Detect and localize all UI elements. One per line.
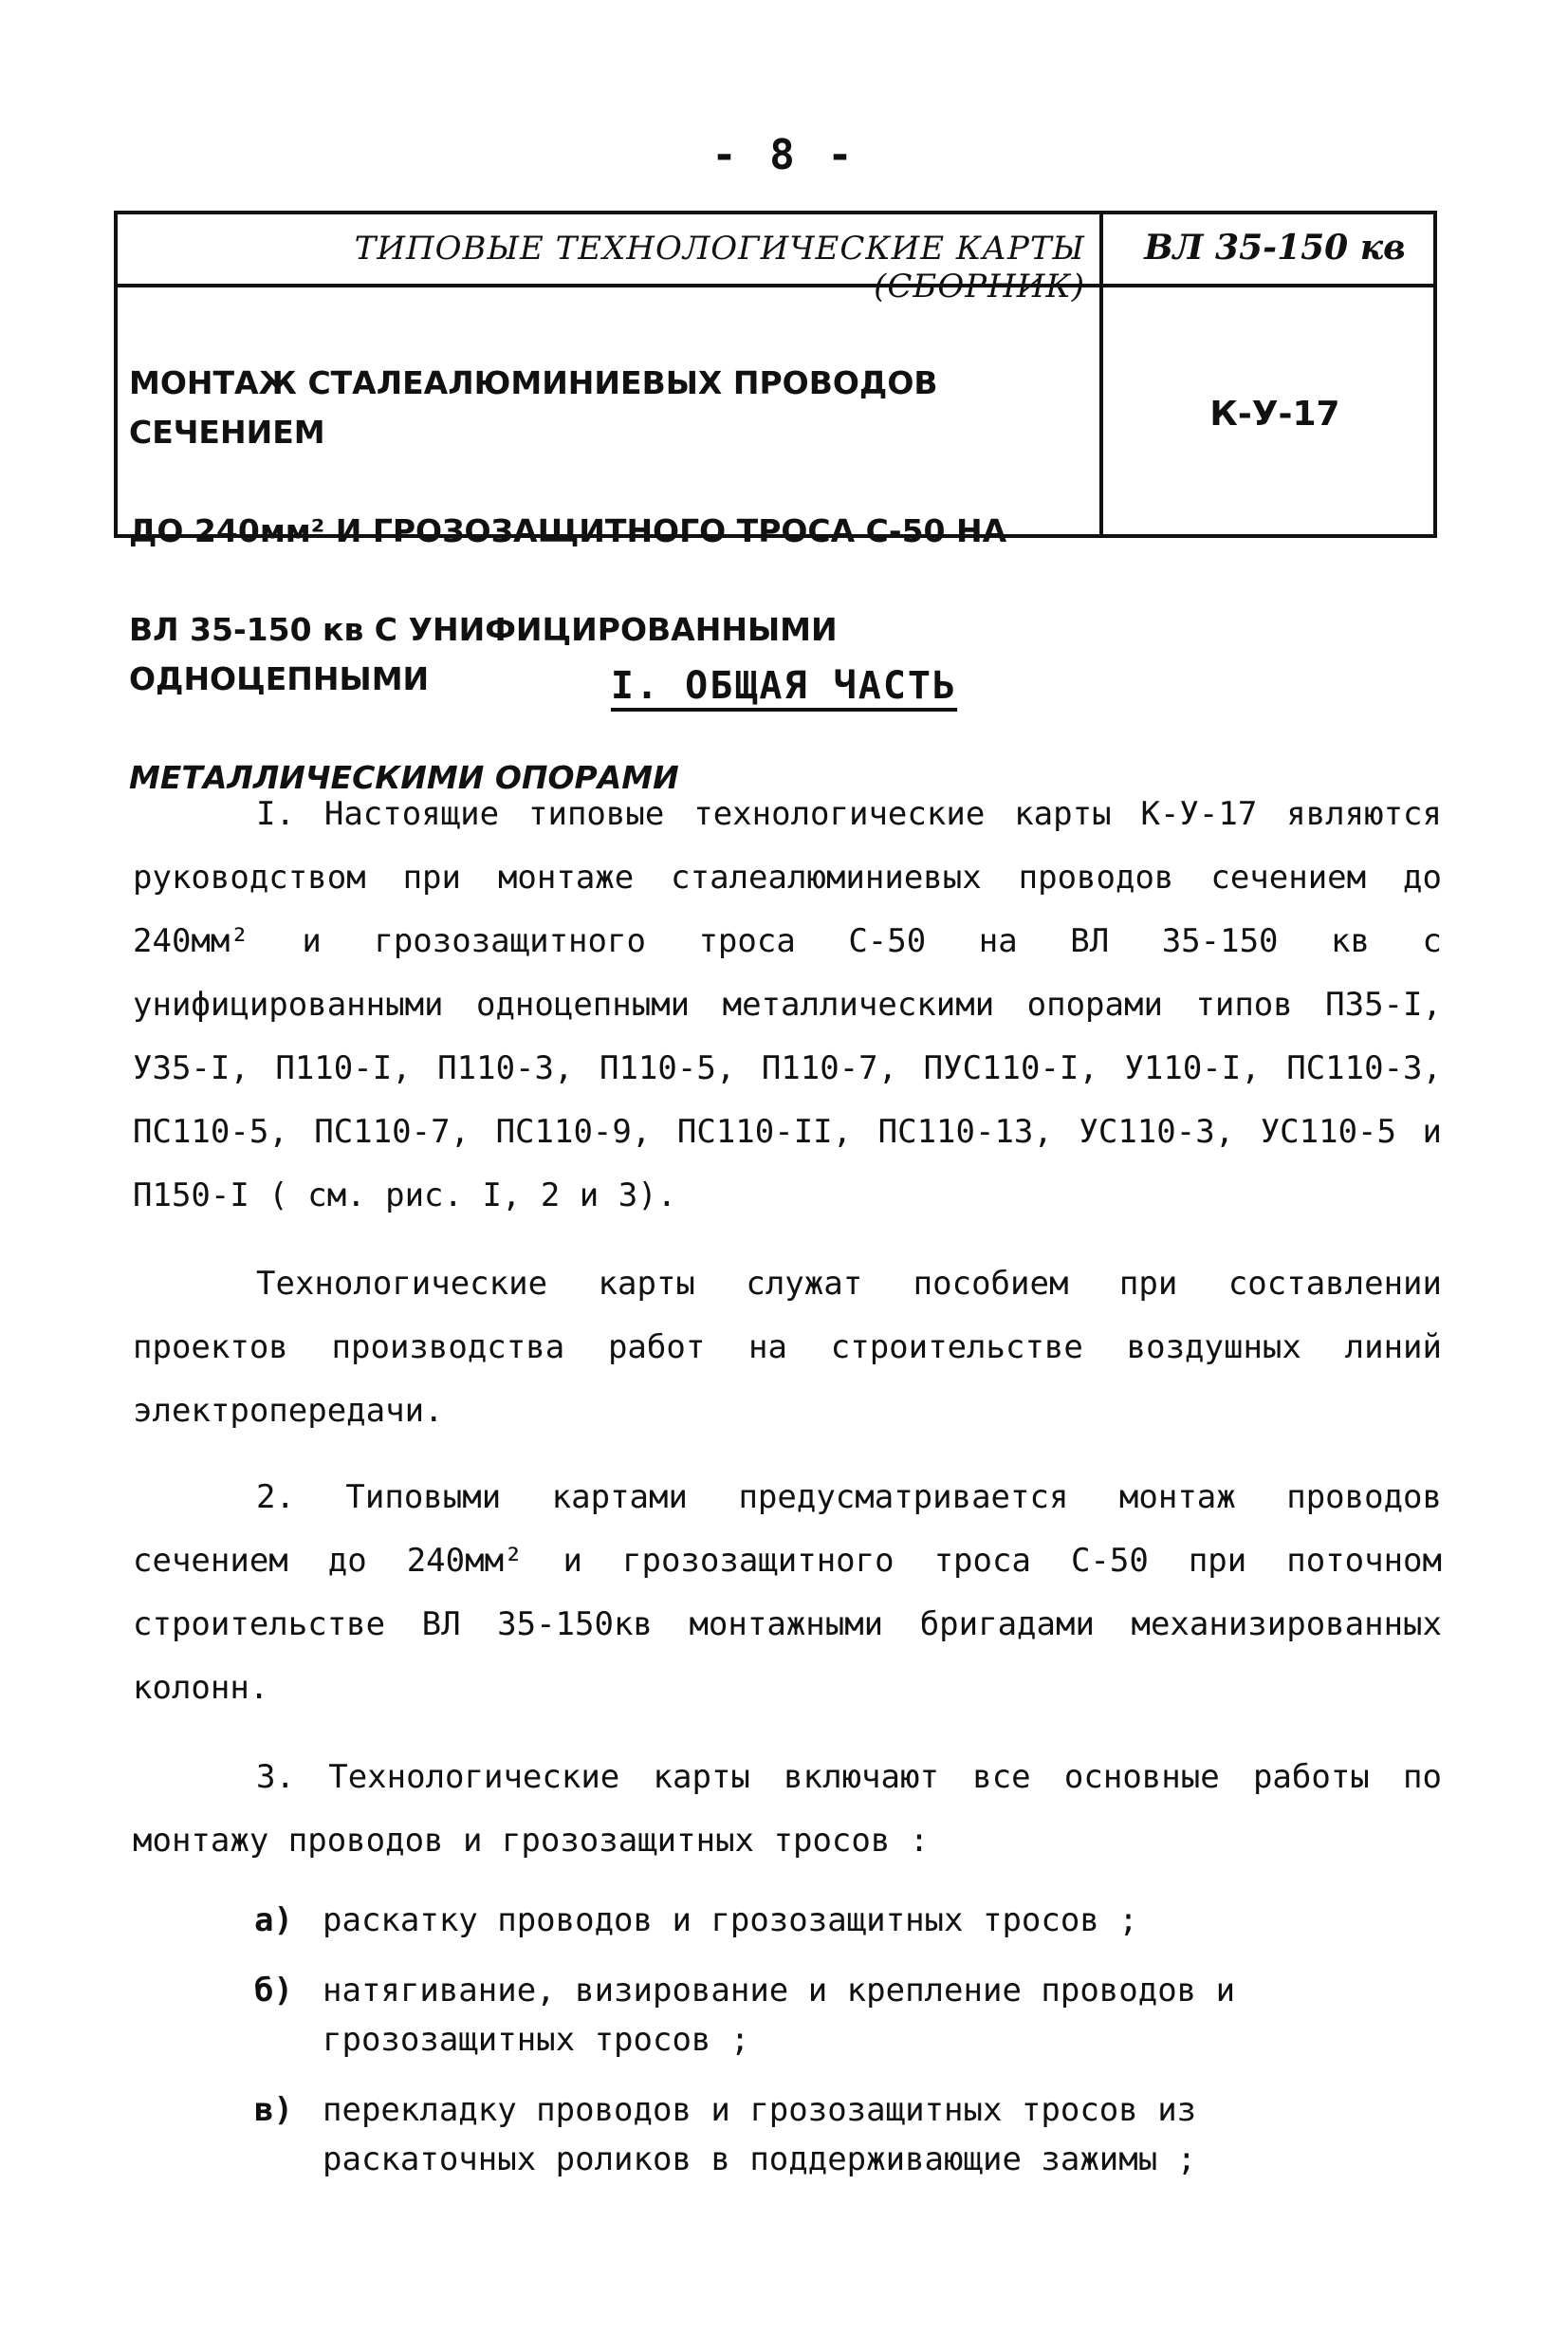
series-title: ТИПОВЫЕ ТЕХНОЛОГИЧЕСКИЕ КАРТЫ (СБОРНИК) (354, 230, 1085, 306)
title-line: МОНТАЖ СТАЛЕАЛЮМИНИЕВЫХ ПРОВОДОВ СЕЧЕНИЕМ (129, 364, 938, 451)
list-item (254, 1896, 1393, 1945)
list-item (254, 2085, 1393, 2184)
paragraph-text: 2. Типовыми картами предусматривается монтаж проводов сечением до 240мм² и грозозащитного троса С-50 при поточном строительстве ВЛ 35-150кв монтажными бригадами механизированных колонн. (133, 1478, 1442, 1707)
paragraph-text: I. Настоящие типовые технологические карты К-У-17 являются руководством при монтаже сталеалюминиевых проводов сечением до 240мм² и грозозащитного троса С-50 на ВЛ 35-150 кв с унифицированными одноцепными металлическими опорами типов П35-I, У35-I, П110-I, П110-3, П110-5, П110-7, ПУС110-I, У110-I, ПС110-3, ПС110-5, ПС110-7, ПС110-9, ПС110-II, ПС110-13, УС110-3, УС110-5 и П150-I ( см. рис. I, 2 и 3). (133, 795, 1442, 1214)
page-number: - 8 - (711, 131, 857, 179)
series-code: ВЛ 35-150 кв (1144, 228, 1406, 268)
paragraph-text: 3. Технологические карты включают все основные работы по монтажу проводов и грозозащитных тросов : (133, 1758, 1442, 1860)
card-code: К-У-17 (1209, 395, 1340, 434)
header-column-divider (1099, 214, 1103, 534)
paragraph-1 (133, 783, 1442, 1228)
title-line: ДО 240мм² И ГРОЗОЗАЩИТНОГО ТРОСА С-50 НА (129, 512, 1007, 549)
list-text: натягивание, визирование и крепление проводов и грозозащитных тросов ; (323, 1972, 1236, 2059)
paragraph-text: Технологические карты служат пособием при составлении проектов производства работ на строительстве воздушных линий электропередачи. (133, 1265, 1442, 1430)
section-heading: I. ОБЩАЯ ЧАСТЬ (610, 664, 958, 708)
paragraph-4 (133, 1746, 1442, 1873)
list-marker: б) (254, 1972, 293, 2009)
paragraph-2 (133, 1252, 1442, 1443)
document-title (129, 309, 1087, 852)
title-line: МЕТАЛЛИЧЕСКИМИ ОПОРАМИ (129, 759, 679, 796)
paragraph-3 (133, 1466, 1442, 1720)
list-marker: а) (254, 1901, 293, 1939)
list-marker: в) (254, 2091, 293, 2129)
work-list (254, 1896, 1393, 2205)
list-text: перекладку проводов и грозозащитных тросов из раскаточных роликов в поддерживающие зажимы ; (323, 2091, 1197, 2178)
title-line: ВЛ 35-150 кв С УНИФИЦИРОВАННЫМИ ОДНОЦЕПНЫМИ (129, 611, 838, 697)
list-text: раскатку проводов и грозозащитных тросов ; (323, 1901, 1138, 1939)
list-item (254, 1966, 1393, 2065)
